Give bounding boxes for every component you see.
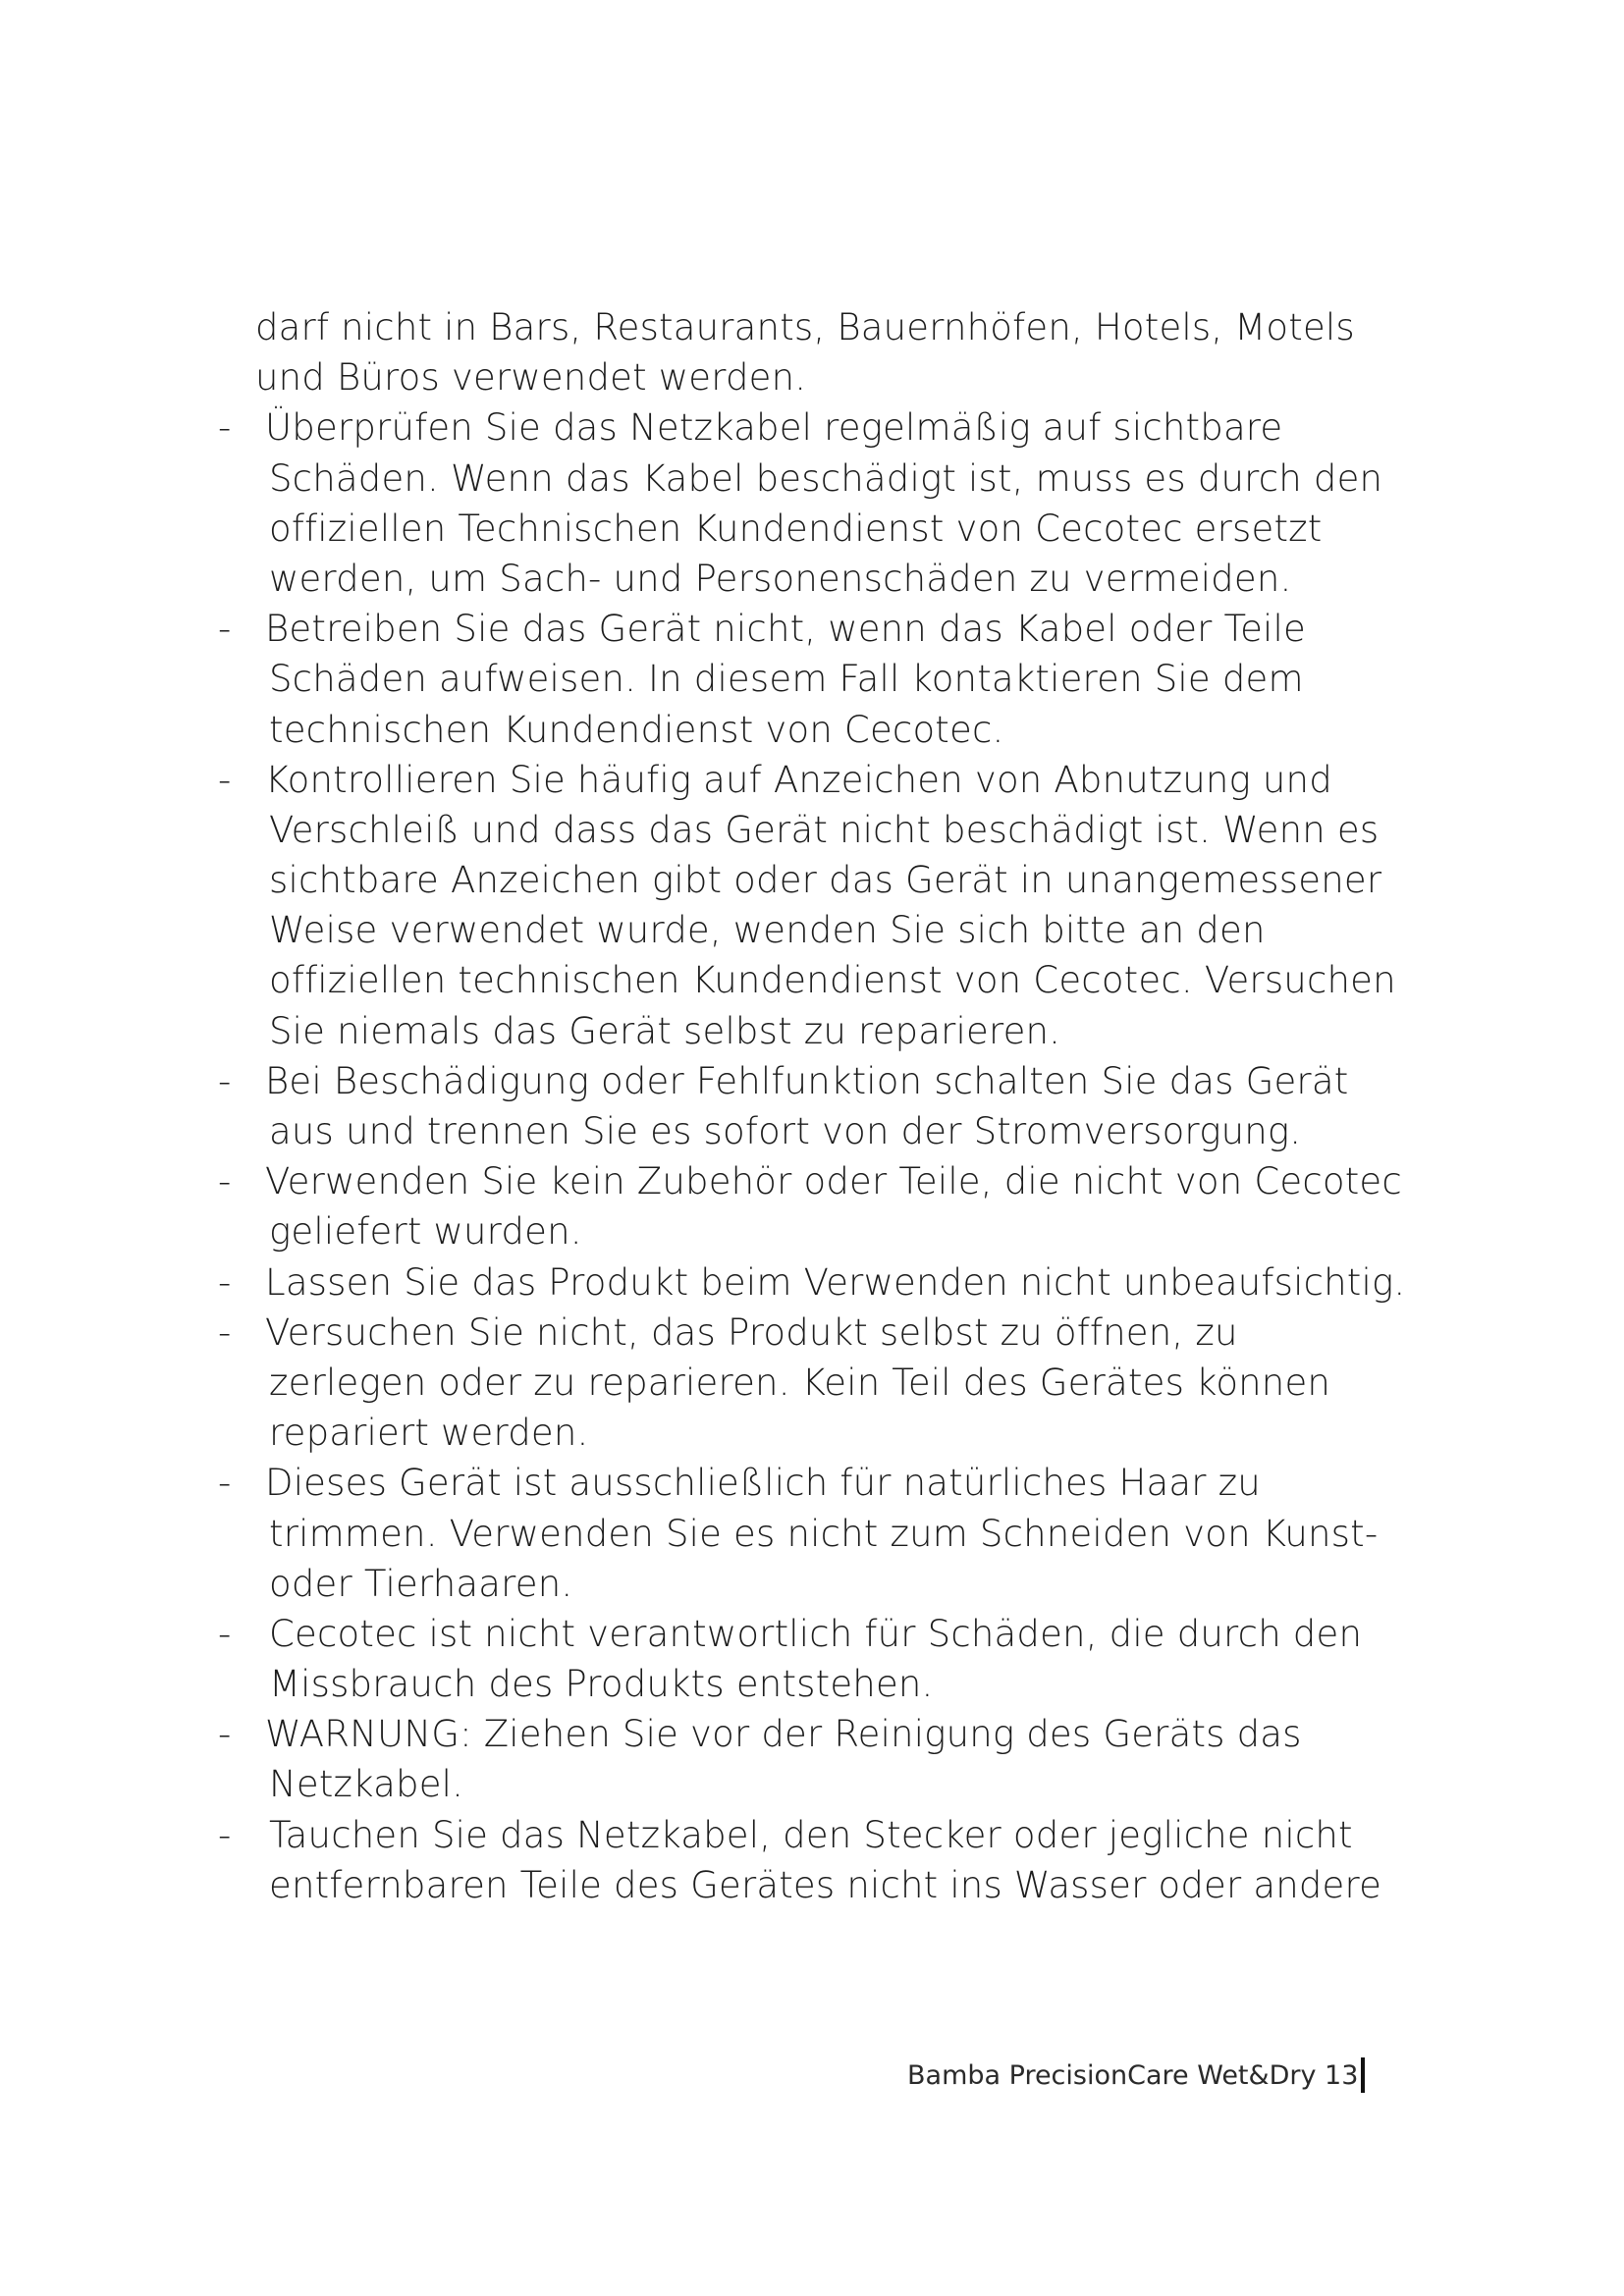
text-line <box>218 855 1455 905</box>
line-text: technischen Kundendienst von Cecotec. <box>269 708 1004 751</box>
line-text: Bei Beschädigung oder Fehlfunktion schalten Sie das Gerät <box>265 1059 1349 1102</box>
text-line <box>218 755 1455 805</box>
line-text: Cecotec ist nicht verantwortlich für Schäden, die durch den <box>269 1612 1363 1655</box>
line-text: Sie niemals das Gerät selbst zu reparieren. <box>269 1009 1061 1052</box>
line-text: Tauchen Sie das Netzkabel, den Stecker oder jegliche nicht <box>269 1813 1353 1856</box>
text-line <box>218 1509 1455 1559</box>
text-line <box>218 1709 1455 1759</box>
text-line <box>218 1659 1455 1709</box>
list-bullet-dash: - <box>218 1713 232 1756</box>
line-text: darf nicht in Bars, Restaurants, Bauernhöfen, Hotels, Motels <box>255 306 1355 348</box>
line-text: Kontrollieren Sie häufig auf Anzeichen von Abnutzung und <box>265 758 1332 801</box>
line-text: Dieses Gerät ist ausschließlich für natürliches Haar zu <box>265 1462 1261 1505</box>
text-line <box>218 905 1455 955</box>
list-bullet-dash: - <box>218 1462 232 1505</box>
line-text: Überprüfen Sie das Netzkabel regelmäßig auf sichtbare <box>265 406 1283 450</box>
line-text: geliefert wurden. <box>269 1210 582 1254</box>
text-line <box>218 352 1455 402</box>
line-text: Betreiben Sie das Gerät nicht, wenn das Kabel oder Teile <box>265 608 1306 651</box>
list-bullet-dash: - <box>218 1059 232 1102</box>
text-line <box>218 402 1455 453</box>
text-line <box>218 554 1455 604</box>
text-line <box>218 1308 1455 1358</box>
text-line <box>218 805 1455 855</box>
line-text: Lassen Sie das Produkt beim Verwenden nicht unbeaufsichtig. <box>265 1260 1406 1304</box>
line-text: Verschleiß und dass das Gerät nicht beschädigt ist. Wenn es <box>269 808 1380 851</box>
line-text: Verwenden Sie kein Zubehör oder Teile, die nicht von Cecotec <box>265 1160 1402 1203</box>
line-text: oder Tierhaaren. <box>269 1562 573 1605</box>
footer-bar-divider <box>1361 2057 1365 2093</box>
line-text: trimmen. Verwenden Sie es nicht zum Schneiden von Kunst- <box>269 1512 1379 1555</box>
line-text: Schäden. Wenn das Kabel beschädigt ist, muss es durch den <box>269 456 1383 500</box>
text-line <box>218 302 1455 352</box>
line-text: entfernbaren Teile des Gerätes nicht ins Wasser oder andere <box>269 1863 1382 1906</box>
line-text: Netzkabel. <box>269 1763 464 1806</box>
text-line <box>218 1106 1455 1156</box>
text-line <box>218 1759 1455 1809</box>
line-text: Versuchen Sie nicht, das Produkt selbst zu öffnen, zu <box>265 1310 1238 1354</box>
line-text: WARNUNG: Ziehen Sie vor der Reinigung des Geräts das <box>265 1713 1302 1756</box>
line-text: aus und trennen Sie es sofort von der Stromversorgung. <box>269 1110 1302 1152</box>
list-bullet-dash: - <box>218 1260 232 1304</box>
text-line <box>218 955 1455 1005</box>
list-bullet-dash: - <box>218 1160 232 1203</box>
safety-instructions-text <box>218 302 1455 1910</box>
line-text: sichtbare Anzeichen gibt oder das Gerät in unangemessener <box>269 859 1382 902</box>
text-line <box>218 1156 1455 1206</box>
text-line <box>218 454 1455 504</box>
text-line <box>218 1056 1455 1106</box>
list-bullet-dash: - <box>218 1612 232 1655</box>
line-text: Weise verwendet wurde, wenden Sie sich bitte an den <box>269 909 1266 952</box>
line-text: offiziellen technischen Kundendienst von Cecotec. Versuchen <box>269 959 1396 1002</box>
line-text: und Büros verwendet werden. <box>255 356 807 400</box>
list-bullet-dash: - <box>218 406 232 450</box>
line-text: Schäden aufweisen. In diesem Fall kontaktieren Sie dem <box>269 658 1304 701</box>
list-bullet-dash: - <box>218 1310 232 1354</box>
list-bullet-dash: - <box>218 608 232 651</box>
page-footer <box>907 2056 1365 2095</box>
text-line <box>218 1860 1455 1910</box>
line-text: Missbrauch des Produkts entstehen. <box>269 1663 934 1706</box>
line-text: offiziellen Technischen Kundendienst von Cecotec ersetzt <box>269 507 1323 550</box>
line-text: repariert werden. <box>269 1412 589 1455</box>
list-bullet-dash: - <box>218 1813 232 1856</box>
text-line <box>218 1609 1455 1659</box>
text-line <box>218 504 1455 554</box>
line-text: werden, um Sach- und Personenschäden zu vermeiden. <box>269 557 1292 600</box>
text-line <box>218 1257 1455 1308</box>
line-text: zerlegen oder zu reparieren. Kein Teil des Gerätes können <box>269 1361 1331 1404</box>
list-bullet-dash: - <box>218 758 232 801</box>
text-line <box>218 1358 1455 1408</box>
text-line <box>218 705 1455 755</box>
text-line <box>218 604 1455 654</box>
text-line <box>218 1458 1455 1508</box>
text-line <box>218 1408 1455 1458</box>
text-line <box>218 1810 1455 1860</box>
footer-label: Bamba PrecisionCare Wet&Dry 13 <box>907 2059 1359 2091</box>
text-line <box>218 1559 1455 1609</box>
text-line <box>218 1006 1455 1056</box>
text-line <box>218 654 1455 704</box>
text-line <box>218 1206 1455 1256</box>
